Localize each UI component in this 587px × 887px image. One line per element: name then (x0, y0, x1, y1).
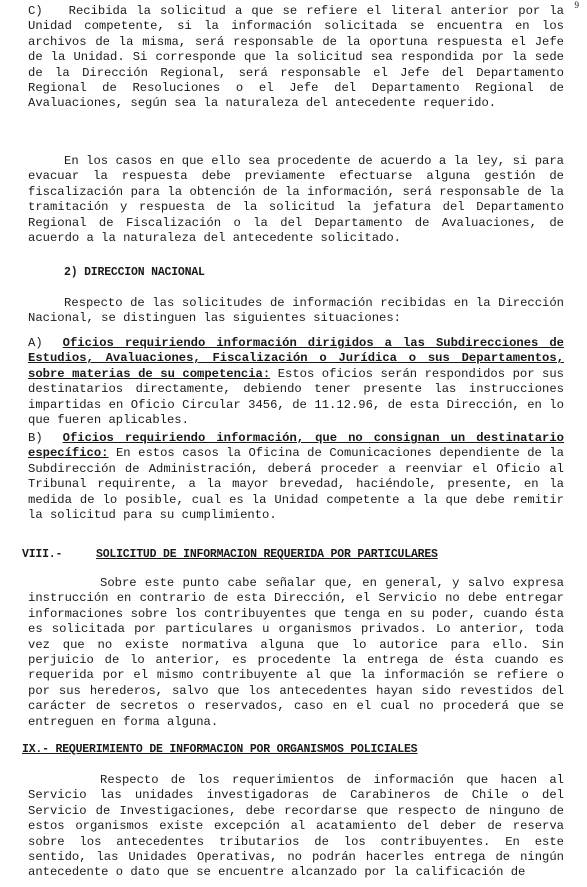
paragraph-a-heading: Oficios requiriendo información dirigidos a las Subdirecciones de Estudios, Avaluaciones, Fiscalización o Jurídica o sus Departamentos, sobre materias de su competencia: (28, 336, 564, 381)
paragraph-b-text: En estos casos la Oficina de Comunicaciones dependiente de la Subdirección de Administración, deberá proceder a reenviar el Oficio al Tribunal requirente, a la mayor brevedad, haciéndole, presente, en la medida de lo posible, cual es la Unidad competente a la que debe remitir la solicitud para su cumplimiento. (28, 446, 564, 523)
heading-viii-number: VIII.- (22, 548, 63, 561)
paragraph-c-label: C) (28, 4, 43, 18)
page-number: 9 (574, 0, 579, 10)
paragraph-respecto: Respecto de las solicitudes de información recibidas en la Dirección Nacional, se distinguen las siguientes situaciones: (28, 296, 564, 326)
paragraph-b-label: B) (28, 431, 43, 445)
paragraph-b-heading: Oficios requiriendo información, que no consignan un destinatario específico: (28, 431, 564, 461)
heading-viii-title: SOLICITUD DE INFORMACION REQUERIDA POR PARTICULARES (96, 548, 438, 561)
paragraph-a-text: Estos oficios serán respondidos por sus destinatarios directamente, debiendo tener presente las instrucciones impartidas en Oficio Circular 3456, de 11.12.96, de esta Dirección, en lo que fueren aplicables. (28, 366, 564, 428)
paragraph-ix: Respecto de los requerimientos de información que hacen al Servicio las unidades investigadoras de Carabineros de Chile o del Servicio de Investigaciones, debe recordarse que respecto de ninguno de estos organismos existe excepción al acatamiento del deber de reserva sobre los antecedentes tributarios de los contribuyentes. En este sentido, las Unidades Operativas, no podrán hacerles entrega de ningún antecedente o dato que se encuentre alcanzado por la calificación de (28, 773, 564, 880)
paragraph-viii: Sobre este punto cabe señalar que, en general, y salvo expresa instrucción en contrario de esta Dirección, el Servicio no debe entregar informaciones sobre los contribuyentes que tenga en su poder, cuando ésta es solicitada por particulares u organismos privados. Lo anterior, toda vez que no existe normativa alguna que lo autorice para ello. Sin perjuicio de lo anterior, es procedente la entrega de ésta cuando es requerida por el mismo contribuyente al que la información se refiere o por sus herederos, salvo que los antecedentes hayan sido revestidos del carácter de secretos o reservados, caso en el cual no procederá que se entreguen en forma alguna. (28, 576, 564, 729)
heading-viii (22, 548, 438, 561)
paragraph-c (28, 4, 564, 112)
paragraph-b (28, 431, 564, 523)
heading-direccion-nacional: 2) DIRECCION NACIONAL (64, 266, 205, 279)
paragraph-c-text: Recibida la solicitud a que se refiere el literal anterior por la Unidad competente, si la información solicitada se encuentra en los archivos de la misma, será responsable de la oportuna respuesta el Jefe de la Unidad. Si corresponde que la solicitud sea respondida por la sede de la Dirección Regional, será responsable el Jefe del Departamento Regional de Resoluciones o el Jefe del Departamento Regional de Avaluaciones, según sea la naturaleza del antecedente requerido. (28, 4, 564, 111)
paragraph-a (28, 336, 564, 428)
paragraph-procedente: En los casos en que ello sea procedente de acuerdo a la ley, si para evacuar la respuesta debe previamente efectuarse alguna gestión de fiscalización para la obtención de la información, será responsable de la tramitación y respuesta de la solicitud la jefatura del Departamento Regional de Fiscalización o la del Departamento de Avaluaciones, de acuerdo a la naturaleza del antecedente solicitado. (28, 154, 564, 246)
heading-ix: IX.- REQUERIMIENTO DE INFORMACION POR ORGANISMOS POLICIALES (22, 743, 418, 756)
paragraph-a-label: A) (28, 336, 43, 350)
